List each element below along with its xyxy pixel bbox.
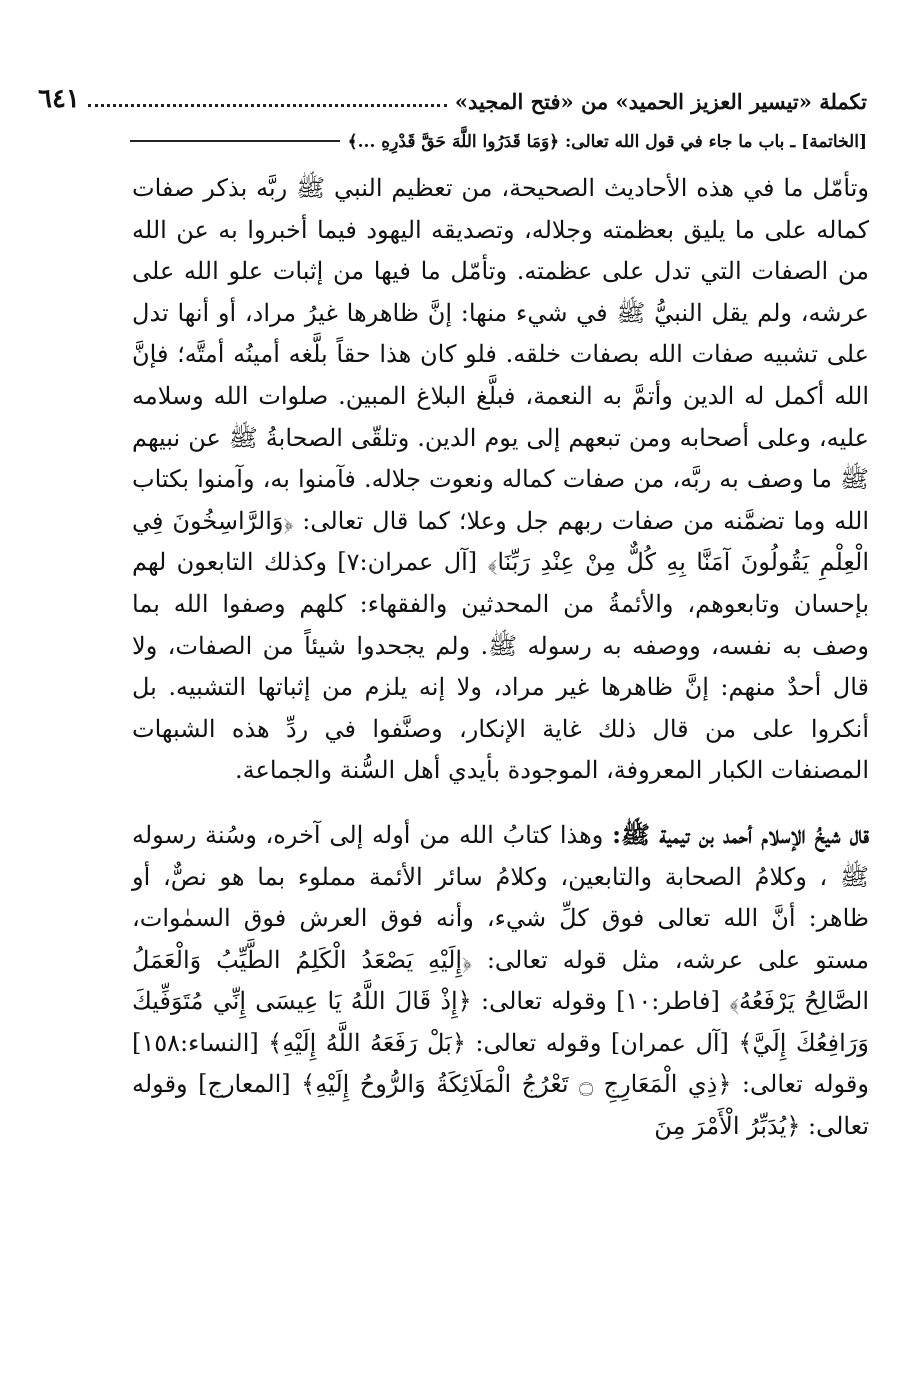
page-number: ٦٤١: [38, 84, 80, 114]
paragraph-2: [132, 814, 869, 1148]
paragraph-2-text: وهذا كتابُ الله من أوله إلى آخره، وسُنة رسوله ﷺ ، وكلامُ الصحابة والتابعين، وكلامُ سائر الأئمة مملوء بما هو نصٌّ، أو ظاهر: أنَّ الله تعالى فوق كلِّ شيء، وأنه فوق العرش فوق السمٰوات، مستو على عرشه، مثل قوله تعالى: ﴿إِلَيْهِ يَصْعَدُ الْكَلِمُ الطَّيِّبُ وَالْعَمَلُ الصَّالِحُ يَرْفَعُهُ﴾ [فاطر:١٠] وقوله تعالى: ﴿إِذْ قَالَ اللَّهُ يَا عِيسَى إِنِّي مُتَوَفِّيكَ وَرَافِعُكَ إِلَيَّ﴾ [آل عمران] وقوله تعالى: ﴿بَلْ رَفَعَهُ اللَّهُ إِلَيْهِ﴾ [النساء:١٥٨] وقوله تعالى: ﴿ذِي الْمَعَارِجِ ۝ تَعْرُجُ الْمَلَائِكَةُ وَالرُّوحُ إِلَيْهِ﴾ [المعارج] وقوله تعالى: ﴿يُدَبِّرُ الْأَمْرَ مِنَ: [132, 820, 870, 1141]
chapter-subtitle: [الخاتمة] ـ باب ما جاء في قول الله تعالى: ﴿وَمَا قَدَرُوا اللَّهَ حَقَّ قَدْرِهِ ...﴾: [347, 131, 867, 152]
body-text: [132, 168, 869, 1148]
running-title: تكملة «تيسير العزيز الحميد» من «فتح المجيد»: [454, 89, 867, 114]
dotted-leader: [88, 104, 447, 107]
quote-attribution: قال شيخُ الإسلام أحمد بن تيمية ﷺ:: [612, 819, 870, 849]
running-header: [38, 84, 867, 114]
paragraph-1: وتأمّل ما في هذه الأحاديث الصحيحة، من تعظيم النبي ﷺ ربَّه بذكر صفات كماله على ما يليق بعظمته وجلاله، وتصديقه اليهود فيما أخبروا به عن الله من الصفات التي تدل على عظمته. وتأمّل ما فيها من إثبات علو الله على عرشه، ولم يقل النبيُّ ﷺ في شيء منها: إنَّ ظاهرها غيرُ مراد، أو أنها تدل على تشبيه صفات الله بصفات خلقه. فلو كان هذا حقاً بلَّغه أمينُه أمتَّه؛ فإنَّ الله أكمل له الدين وأتمَّ به النعمة، فبلَّغ البلاغ المبين. صلوات الله وسلامه عليه، وعلى أصحابه ومن تبعهم إلى يوم الدين. وتلقّى الصحابةُ ﷺ عن نبيهم ﷺ ما وصف به ربَّه، من صفات كماله ونعوت جلاله. فآمنوا به، وآمنوا بكتاب الله وما تضمَّنه من صفات ربهم جل وعلا؛ كما قال تعالى: ﴿وَالرَّاسِخُونَ فِي الْعِلْمِ يَقُولُونَ آمَنَّا بِهِ كُلٌّ مِنْ عِنْدِ رَبِّنَا﴾ [آل عمران:٧] وكذلك التابعون لهم بإحسان وتابعوهم، والأئمةُ من المحدثين والفقهاء: كلهم وصفوا الله بما وصف به نفسه، ووصفه به رسوله ﷺ. ولم يجحدوا شيئاً من الصفات، ولا قال أحدٌ منهم: إنَّ ظاهرها غير مراد، ولا إنه يلزم من إثباتها التشبيه. بل أنكروا على من قال ذلك غاية الإنكار، وصنَّفوا في ردِّ هذه الشبهات المصنفات الكبار المعروفة، الموجودة بأيدي أهل السُّنة والجماعة.: [132, 174, 870, 785]
section-subheader: [130, 126, 867, 156]
header-rule: [130, 140, 340, 142]
